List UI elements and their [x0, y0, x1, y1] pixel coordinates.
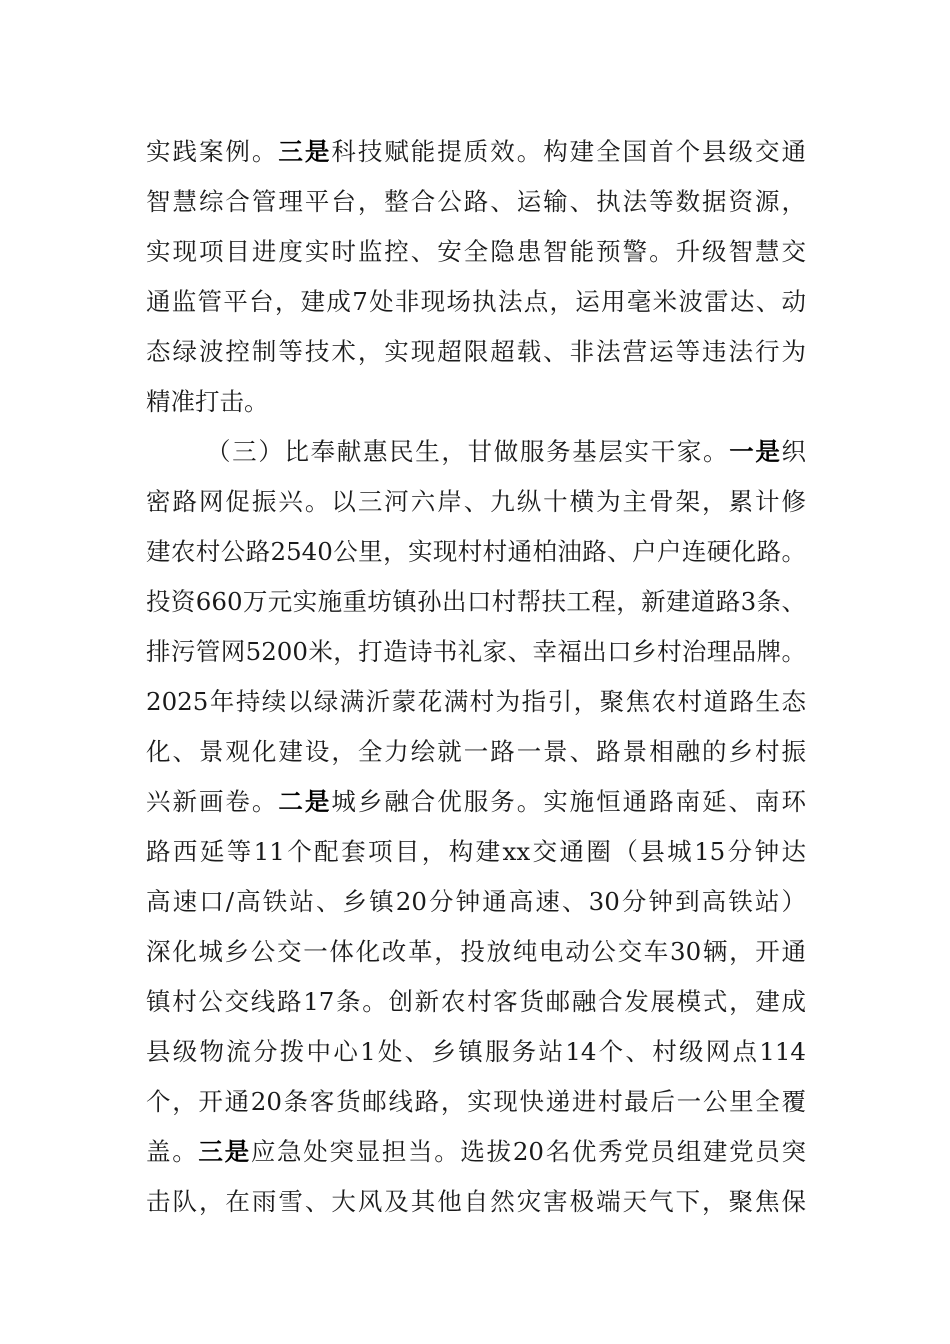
text-line-9	[146, 536, 806, 568]
text-line-8	[146, 486, 806, 518]
text-line-18	[146, 986, 806, 1018]
bold-lead: 三是	[198, 1137, 251, 1166]
section-heading: （三）比奉献惠民生，甘做服务基层实干家。	[206, 437, 730, 466]
text-fragment: 兴新画卷。	[146, 787, 279, 816]
text-fragment: 县级物流分拨中心1处、乡镇服务站14个、村级网点114	[146, 1037, 806, 1066]
text-line-4	[146, 286, 806, 318]
text-line-12	[146, 686, 806, 718]
section-heading-line	[206, 436, 806, 468]
text-fragment: 城乡融合优服务。实施恒通路南延、南环	[331, 787, 807, 816]
text-fragment: 个，开通20条客货邮线路，实现快递进村最后一公里全覆	[146, 1087, 806, 1116]
text-line-13	[146, 736, 806, 768]
text-line-20	[146, 1086, 806, 1118]
text-fragment: 镇村公交线路17条。创新农村客货邮融合发展模式，建成	[146, 987, 806, 1016]
text-fragment: 精准打击。	[146, 387, 269, 416]
bold-lead: 三是	[278, 137, 332, 166]
text-line-14	[146, 786, 806, 818]
bold-lead: 一是	[729, 437, 782, 466]
text-line-11	[146, 636, 806, 668]
text-fragment: 科技赋能提质效。构建全国首个县级交通	[331, 137, 807, 166]
text-line-10	[146, 586, 806, 618]
text-fragment: 智慧综合管理平台，整合公路、运输、执法等数据资源，	[146, 187, 806, 216]
text-line-22	[146, 1186, 806, 1218]
text-fragment: 高速口/高铁站、乡镇20分钟通高速、30分钟到高铁站）	[146, 887, 806, 916]
text-fragment: 击队，在雨雪、大风及其他自然灾害极端天气下，聚焦保	[146, 1187, 806, 1216]
text-line-21	[146, 1136, 806, 1168]
bold-lead: 二是	[278, 787, 332, 816]
text-fragment: 盖。	[146, 1137, 199, 1166]
text-fragment: 实现项目进度实时监控、安全隐患智能预警。升级智慧交	[146, 237, 806, 266]
text-fragment: 实践案例。	[146, 137, 279, 166]
text-fragment: 排污管网5200米，打造诗书礼家、幸福出口乡村治理品牌。	[146, 637, 806, 666]
text-fragment: 投资660万元实施重坊镇孙出口村帮扶工程，新建道路3条、	[146, 587, 806, 616]
text-fragment: 建农村公路2540公里，实现村村通柏油路、户户连硬化路。	[146, 537, 806, 566]
text-fragment: 化、景观化建设，全力绘就一路一景、路景相融的乡村振	[146, 737, 806, 766]
text-line-6	[146, 386, 806, 418]
text-fragment: 应急处突显担当。选拔20名优秀党员组建党员突	[250, 1137, 806, 1166]
text-line-3	[146, 236, 806, 268]
text-line-17	[146, 936, 806, 968]
text-fragment: 通监管平台，建成7处非现场执法点，运用毫米波雷达、动	[146, 287, 806, 316]
text-line-19	[146, 1036, 806, 1068]
text-fragment: 深化城乡公交一体化改革，投放纯电动公交车30辆，开通	[146, 937, 806, 966]
text-fragment: 2025年持续以绿满沂蒙花满村为指引，聚焦农村道路生态	[146, 687, 806, 716]
text-line-1	[146, 136, 806, 168]
text-fragment: 路西延等11个配套项目，构建xx交通圈（县城15分钟达	[146, 837, 806, 866]
text-line-15	[146, 836, 806, 868]
text-fragment: 织	[781, 437, 807, 466]
text-fragment: 密路网促振兴。以三河六岸、九纵十横为主骨架，累计修	[146, 487, 806, 516]
text-line-5	[146, 336, 806, 368]
text-line-16	[146, 886, 806, 918]
text-fragment: 态绿波控制等技术，实现超限超载、非法营运等违法行为	[146, 337, 806, 366]
text-line-2	[146, 186, 806, 218]
